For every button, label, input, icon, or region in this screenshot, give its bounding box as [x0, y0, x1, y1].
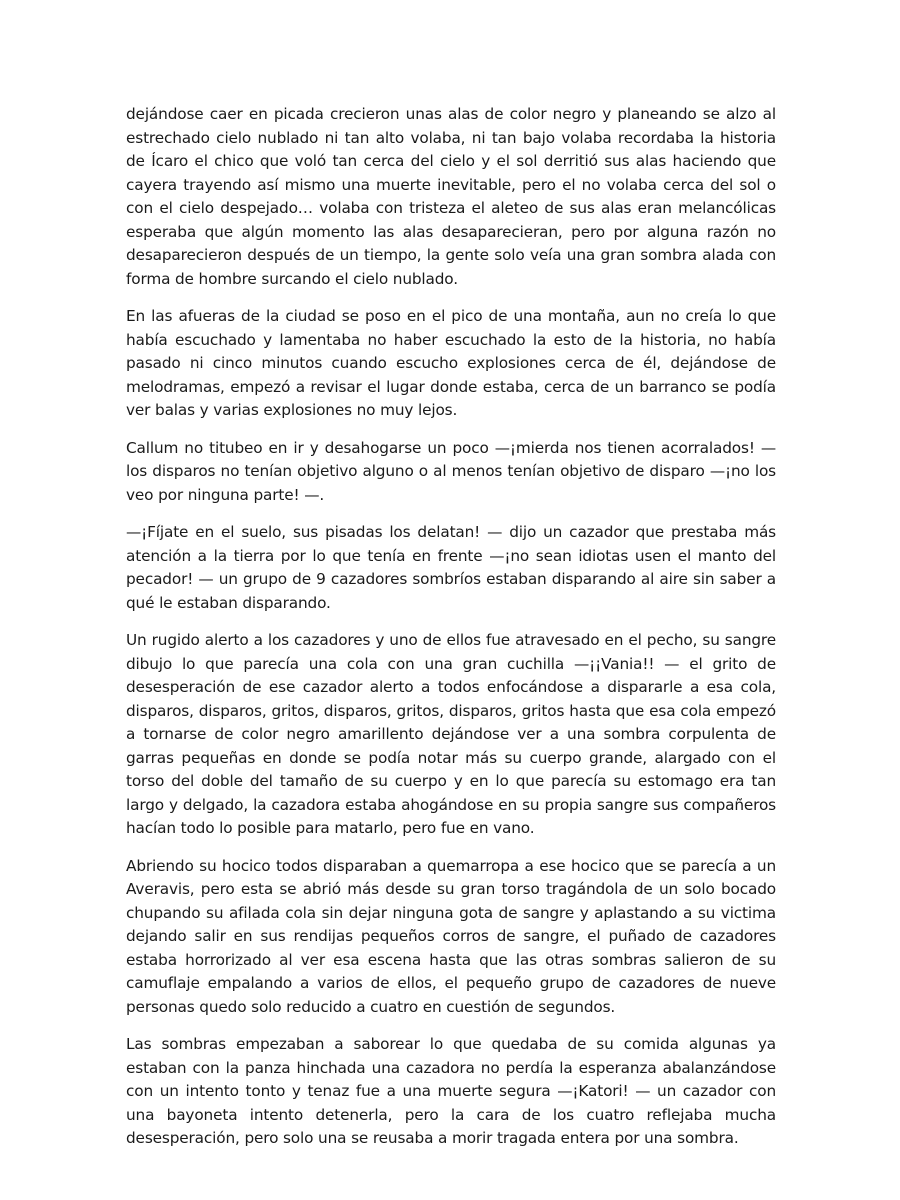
paragraph-2: En las afueras de la ciudad se poso en el pico de una montaña, aun no creía lo que había escuchado y lamentaba no haber escuchado la esto de la historia, no había pasado ni cinco minutos cuando escucho explosiones cerca de él, dejándose de melodramas, empezó a revisar el lugar donde estaba, cerca de un barranco se podía ver balas y varias explosiones no muy lejos. [126, 307, 776, 419]
document-page [126, 103, 776, 1165]
paragraph-6: Abriendo su hocico todos disparaban a quemarropa a ese hocico que se parecía a un Averavis, pero esta se abrió más desde su gran torso tragándola de un solo bocado chupando su afilada cola sin dejar ninguna gota de sangre y aplastando a su victima dejando salir en sus rendijas pequeños corros de sangre, el puñado de cazadores estaba horrorizado al ver esa escena hasta que las otras sombras salieron de su camuflaje empalando a varios de ellos, el pequeño grupo de cazadores de nueve personas quedo solo reducido a cuatro en cuestión de segundos. [126, 856, 776, 1016]
paragraph-3: Callum no titubeo en ir y desahogarse un poco —¡mierda nos tienen acorralados! — los disparos no tenían objetivo alguno o al menos tenían objetivo de disparo —¡no los veo por ninguna parte! —. [126, 438, 776, 504]
paragraph-5: Un rugido alerto a los cazadores y uno de ellos fue atravesado en el pecho, su sangre dibujo lo que parecía una cola con una gran cuchilla —¡¡Vania!! — el grito de desesperación de ese cazador alerto a todos enfocándose a dispararle a esa cola, disparos, disparos, gritos, disparos, gritos, disparos, gritos hasta que esa cola empezó a tornarse de color negro amarillento dejándose ver a una sombra corpulenta de garras pequeñas en donde se podía notar más su cuerpo grande, alargado con el torso del doble del tamaño de su cuerpo y en lo que parecía su estomago era tan largo y delgado, la cazadora estaba ahogándose en su propia sangre sus compañeros hacían todo lo posible para matarlo, pero fue en vano. [126, 631, 776, 837]
paragraph-7: Las sombras empezaban a saborear lo que quedaba de su comida algunas ya estaban con la panza hinchada una cazadora no perdía la esperanza abalanzándose con un intento tonto y tenaz fue a una muerte segura —¡Katori! — un cazador con una bayoneta intento detenerla, pero la cara de los cuatro reflejaba mucha desesperación, pero solo una se reusaba a morir tragada entera por una sombra. [126, 1035, 776, 1147]
paragraph-1: dejándose caer en picada crecieron unas alas de color negro y planeando se alzo al estrechado cielo nublado ni tan alto volaba, ni tan bajo volaba recordaba la historia de Ícaro el chico que voló tan cerca del cielo y el sol derritió sus alas haciendo que cayera trayendo así mismo una muerte inevitable, pero el no volaba cerca del sol o con el cielo despejado… volaba con tristeza el aleteo de sus alas eran melancólicas esperaba que algún momento las alas desaparecieran, pero por alguna razón no desaparecieron después de un tiempo, la gente solo veía una gran sombra alada con forma de hombre surcando el cielo nublado. [126, 105, 776, 288]
paragraph-4: —¡Fíjate en el suelo, sus pisadas los delatan! — dijo un cazador que prestaba más atención a la tierra por lo que tenía en frente —¡no sean idiotas usen el manto del pecador! — un grupo de 9 cazadores sombríos estaban disparando al aire sin saber a qué le estaban disparando. [126, 523, 776, 612]
